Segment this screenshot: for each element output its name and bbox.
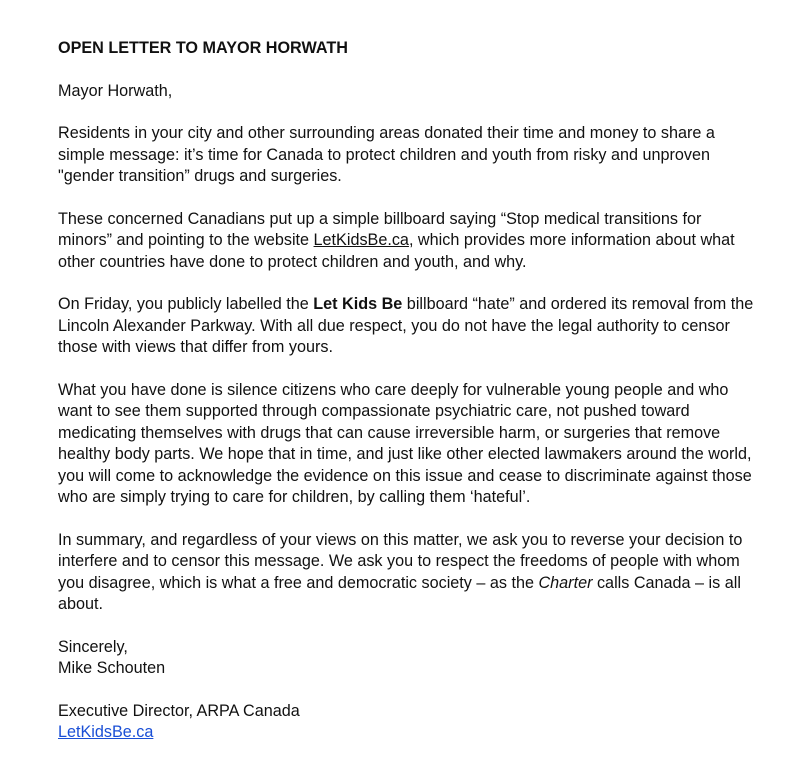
paragraph-3-text-before: On Friday, you publicly labelled the (58, 295, 314, 313)
paragraph-3-text-after: billboard “hate” and ordered its removal from the Lincoln Alexander Parkway. With all due respect, you do not have the legal authority to censor those with views that differ from yours. (58, 295, 754, 356)
salutation: Mayor Horwath, (58, 81, 173, 100)
closing: Sincerely, (58, 637, 128, 656)
signer-title: Executive Director, ARPA Canada (58, 701, 300, 720)
paragraph-2-text-after: , which provides more information about what other countries have done to protect children and youth, and why. (58, 231, 735, 271)
let-kids-be-bold: Let Kids Be (313, 295, 403, 313)
paragraph-2-text-before: These concerned Canadians put up a simple billboard saying “Stop medical transitions for minors” and pointing to the website (58, 209, 702, 249)
letkidsbe-inline-link[interactable]: LetKidsBe.ca (313, 231, 409, 249)
letter-title: OPEN LETTER TO MAYOR HORWATH (58, 39, 348, 57)
paragraph-3 (58, 294, 758, 359)
paragraph-5-text-before: In summary, and regardless of your views on this matter, we ask you to reverse your decision to interfere and to censor this message. We ask you to respect the freedoms of people with whom you disagree, which is what a free and democratic society – as the (58, 530, 743, 592)
paragraph-4: What you have done is silence citizens who care deeply for vulnerable young people and who want to see them supported through compassionate psychiatric care, not pushed toward medicating themselves with drugs that can cause irreversible harm, or surgeries that remove healthy body parts. We hope that in time, and just like other elected lawmakers around the world, you will come to acknowledge the evidence on this issue and cease to discriminate against those who are simply trying to care for children, by calling them ‘hateful’. (58, 380, 752, 506)
signature-block (58, 637, 758, 744)
paragraph-5-text-after: calls Canada – is all about. (58, 573, 741, 613)
paragraph-1: Residents in your city and other surrounding areas donated their time and money to share a simple message: it’s time for Canada to protect children and youth from risky and unproven "gender transition” drugs and surgeries. (58, 124, 715, 185)
signer-name: Mike Schouten (58, 659, 166, 677)
paragraph-5 (58, 530, 758, 616)
signature-gap (58, 680, 758, 701)
letkidsbe-footer-link[interactable]: LetKidsBe.ca (58, 723, 154, 741)
charter-italic: Charter (538, 573, 593, 592)
letter-page (58, 38, 758, 744)
paragraph-2 (58, 209, 758, 274)
